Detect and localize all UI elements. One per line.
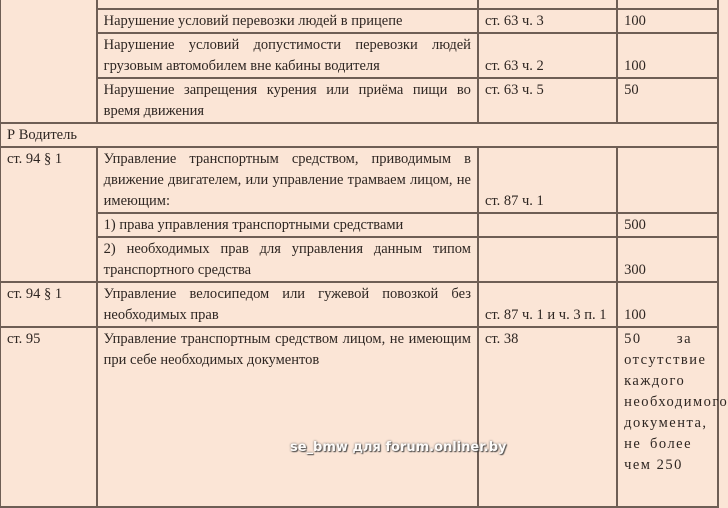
section-title: Р Водитель [0,123,718,147]
fine-amount [617,147,718,213]
article-ref: ст. 38 [478,327,617,507]
fine-amount: 500 [617,213,718,237]
fine-amount: 100 [617,33,718,78]
table-row [0,33,718,78]
violation-description: Нарушение условий допустимости перевозки людей грузовым автомобилем вне кабины водителя [97,33,478,78]
table-row [0,0,718,9]
violation-description: 1) права управления транспортными средствами [97,213,478,237]
violation-description: Нарушение запрещения курения или приёма пищи во время движения [97,78,478,123]
fine-amount: 50 [617,78,718,123]
article-ref [478,213,617,237]
table-row [0,327,718,507]
article-ref [478,237,617,282]
table-row [0,147,718,213]
article-ref: ст. 87 ч. 1 [478,147,617,213]
article-ref: ст. 63 ч. 2 [478,33,617,78]
table-row [0,9,718,33]
table-row [0,78,718,123]
ref-code: ст. 94 § 1 [0,282,97,327]
table-row [0,213,718,237]
article-ref: ст. 87 ч. 1 и ч. 3 п. 1 [478,282,617,327]
violation-description: 2) необходимых прав для управления данным типом транспортного средства [97,237,478,282]
fine-amount: 50 за отсутствие каждого необходимого документа, не более чем 250 [624,331,728,473]
watermark: se_bmw для forum.onliner.by [290,440,507,455]
fine-amount: 300 [617,237,718,282]
article-ref: ст. 63 ч. 3 [478,9,617,33]
fine-amount: 100 [617,282,718,327]
table-row [0,282,718,327]
ref-code: ст. 95 [0,327,97,507]
violation-description: Управление транспортным средством, приводимым в движение двигателем, или управление трамваем лицом, не имеющим: [97,147,478,213]
article-ref: ст. 63 ч. 5 [478,78,617,123]
violation-description: Управление велосипедом или гужевой повозкой без необходимых прав [97,282,478,327]
violation-description: Управление транспортным средством лицом, не имеющим при себе необходимых документов [97,327,478,507]
table-row [0,237,718,282]
violation-description: Нарушение условий перевозки людей в прицепе [97,9,478,33]
fine-amount: 100 [617,9,718,33]
ref-code: ст. 94 § 1 [0,147,97,282]
section-header-row [0,123,718,147]
